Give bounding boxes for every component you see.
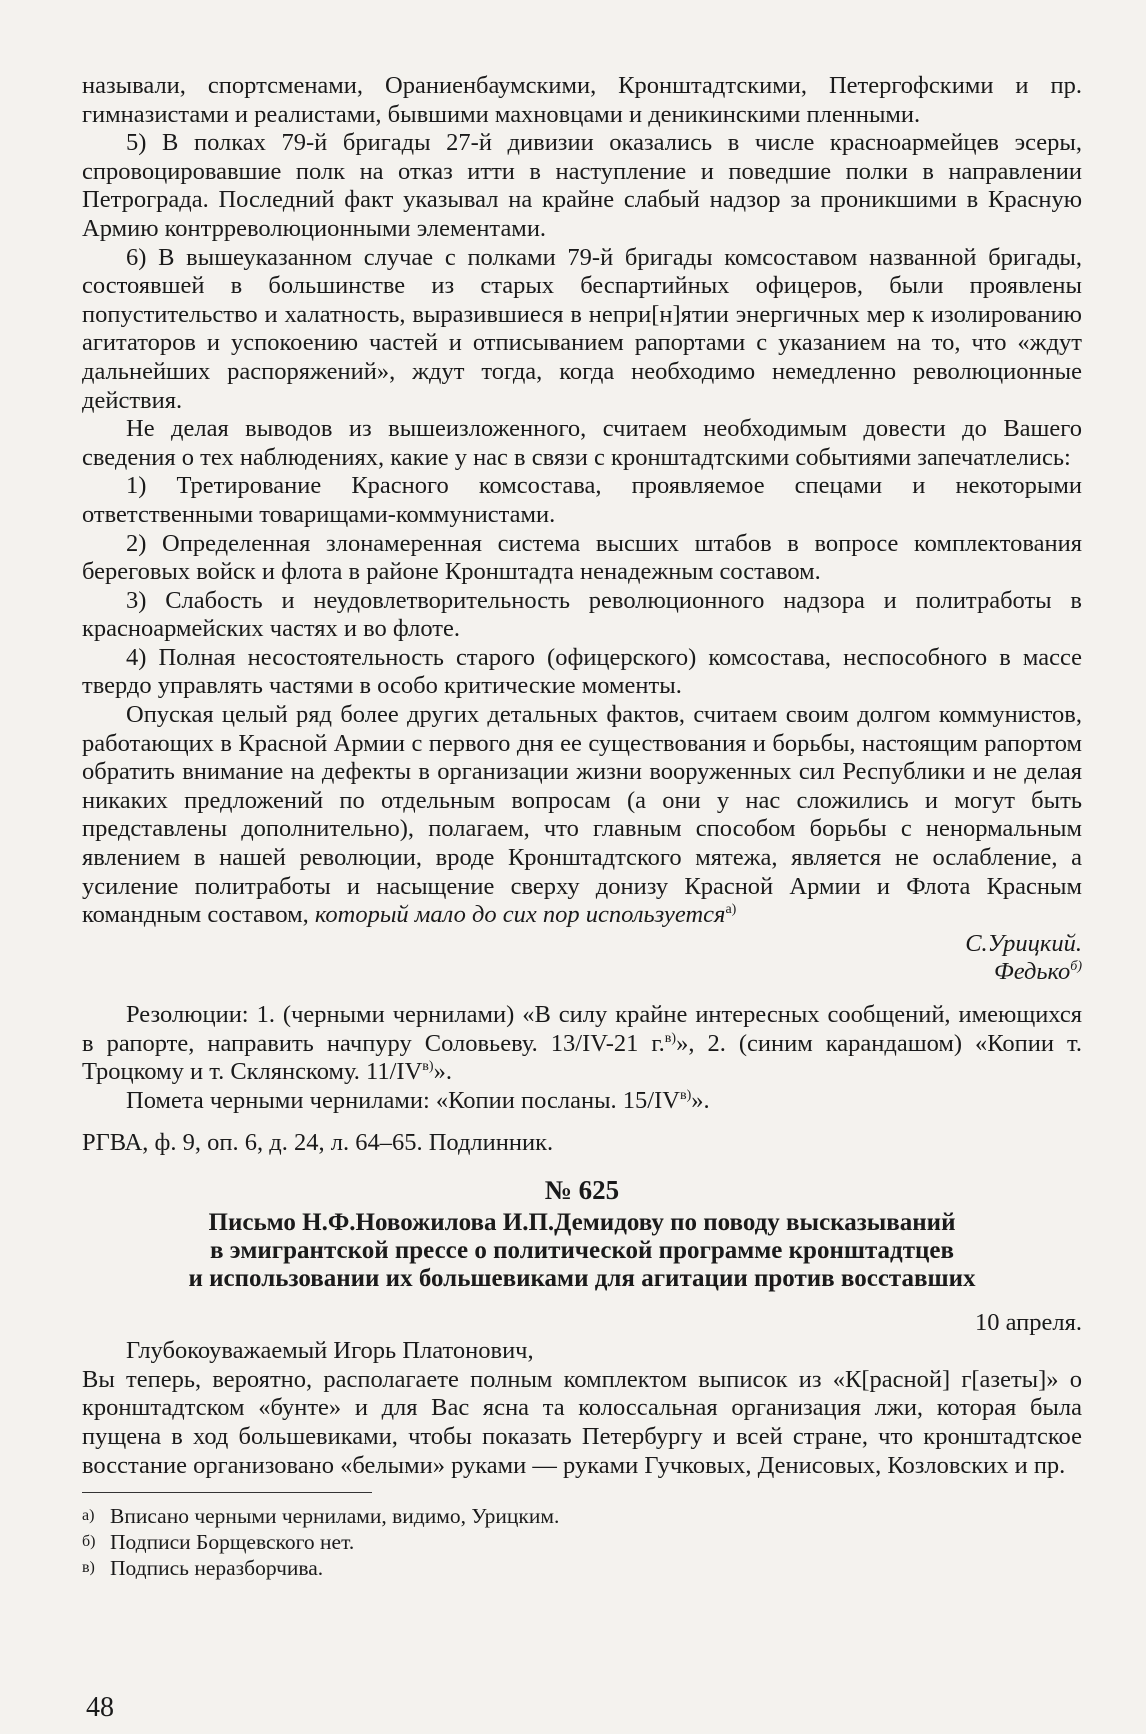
letter-body: Вы теперь, вероятно, располагаете полным комплектом выписок из «К[расной] г[азеты]» о кронштадтском «бунте» и для Вас ясна та колоссальная организация лжи, которая была пущена в ход большевиками, чтобы показать Петербургу и всей стране, что кронштадтское восстание организовано «белыми» руками — руками Гучковых, Денисовых, Козловских и пр.: [82, 1365, 1082, 1479]
footnote-mark: в): [422, 1059, 434, 1075]
footnote-text: Подписи Борщевского нет.: [110, 1530, 355, 1555]
salutation: Глубокоуважаемый Игорь Платонович,: [126, 1337, 534, 1365]
paragraph-text: Опуская целый ряд более других детальных фактов, считаем своим долгом коммунистов, работающих в Красной Армии с первого дня ее существования и борьбы, настоящим рапортом обратить внимание на дефекты в организации жизни вооруженных сил Республики и не делая никаких предложений по отдельным вопросам (а они у нас сложились и могут быть представлены дополнительно), полагаем, что главным способом борьбы с ненормальным явлением в нашей революции, вроде Кронштадтского мятежа, является не ослабление, а усиление политработы и насыщение сверху донизу Красной Армии и Флота Красным командным составом,: [82, 701, 1082, 929]
footnote-text: Подпись неразборчива.: [110, 1556, 324, 1581]
page-number: 48: [86, 1692, 114, 1723]
footnote-text: Вписано черными чернилами, видимо, Урицким.: [110, 1504, 560, 1529]
footnote-divider: [82, 1492, 372, 1493]
resolution-text: », 2. (синим карандашом) «Копии т. Троцкому и т. Склянскому. 11/IV: [82, 1029, 1082, 1086]
footnote: [82, 1555, 1082, 1581]
document-title-line: в эмигрантской прессе о политической программе кронштадтцев: [210, 1236, 954, 1264]
footnote-mark: в): [82, 1559, 95, 1577]
footnote-mark: в): [664, 1030, 677, 1046]
document-title-line: Письмо Н.Ф.Новожилова И.П.Демидову по поводу высказываний: [208, 1208, 956, 1236]
list-item: 3) Слабость и неудовлетворительность революционного надзора и политработы в красноармейских частях и во флоте.: [82, 586, 1082, 643]
note-text: ».: [691, 1086, 710, 1114]
document-title-line: и использовании их большевиками для агитации против восставших: [188, 1264, 976, 1292]
paragraph: называли, спортсменами, Ораниенбаумскими, Кронштадтскими, Петергофскими и пр. гимназистами и реалистами, бывшими махновцами и деникинскими пленными.: [82, 72, 1082, 128]
paragraph: 6) В вышеуказанном случае с полками 79-й бригады комсоставом названной бригады, состоявшей в большинстве из старых беспартийных офицеров, были проявлены попустительство и халатность, выразившиеся в непри[н]ятии энергичных мер к изолированию агитаторов и успокоению частей и отписыванием рапортами с указанием на то, что «ждут дальнейших распоряжений», ждут тогда, когда необходимо немедленно революционные действия.: [82, 243, 1082, 414]
footnote: [82, 1503, 1082, 1529]
footnote-mark: а): [82, 1507, 95, 1525]
list-item: 2) Определенная злонамеренная система высших штабов в вопросе комплектования береговых войск и флота в районе Кронштадта ненадежным составом.: [82, 529, 1082, 586]
resolution-text: Резолюции: 1. (черными чернилами) «В силу крайне интересных сообщений, имеющихся в рапорте, направить начпуру Соловьеву. 13/IV-21 г.: [82, 1001, 1082, 1057]
footnote-mark: б): [82, 1533, 96, 1551]
resolution-text: ».: [433, 1058, 452, 1086]
italic-inscription: который мало до сих пор используется: [314, 901, 726, 929]
footnote-mark: в): [679, 1087, 692, 1103]
document-number: № 625: [544, 1174, 620, 1205]
paragraph: [82, 701, 1082, 930]
archive-reference: РГВА, ф. 9, оп. 6, д. 24, л. 64–65. Подлинник.: [82, 1129, 554, 1157]
list-item: 4) Полная несостоятельность старого (офицерского) комсостава, неспособного в массе твердо управлять частями в особо критические моменты.: [82, 643, 1082, 700]
signature-name: Федько: [994, 958, 1071, 986]
resolution: [82, 1001, 1082, 1087]
footnote-mark: а): [725, 902, 737, 918]
note-text: Помета черными чернилами: «Копии посланы. 15/IV: [126, 1086, 680, 1114]
footnote-mark: б): [1070, 959, 1082, 975]
signature: С.Урицкий.: [965, 929, 1082, 957]
document-page: [82, 72, 1082, 1581]
paragraph: 5) В полках 79-й бригады 27-й дивизии оказались в числе красноармейцев эсеры, спровоцировавшие полк на отказ итти в наступление и поведшие полки в направлении Петрограда. Последний факт указывал на крайне слабый надзор за проникшими в Красную Армию контрреволюционными элементами.: [82, 129, 1082, 242]
footnote: [82, 1529, 1082, 1555]
letter-date: 10 апреля.: [974, 1308, 1082, 1336]
paragraph: Не делая выводов из вышеизложенного, считаем необходимым довести до Вашего сведения о тех наблюдениях, какие у нас в связи с кронштадтскими событиями запечатлелись:: [82, 415, 1082, 471]
signature: [82, 958, 1082, 987]
note: [82, 1087, 1082, 1116]
list-item: 1) Третирование Красного комсостава, проявляемое спецами и некоторыми ответственными товарищами-коммунистами.: [82, 472, 1082, 528]
